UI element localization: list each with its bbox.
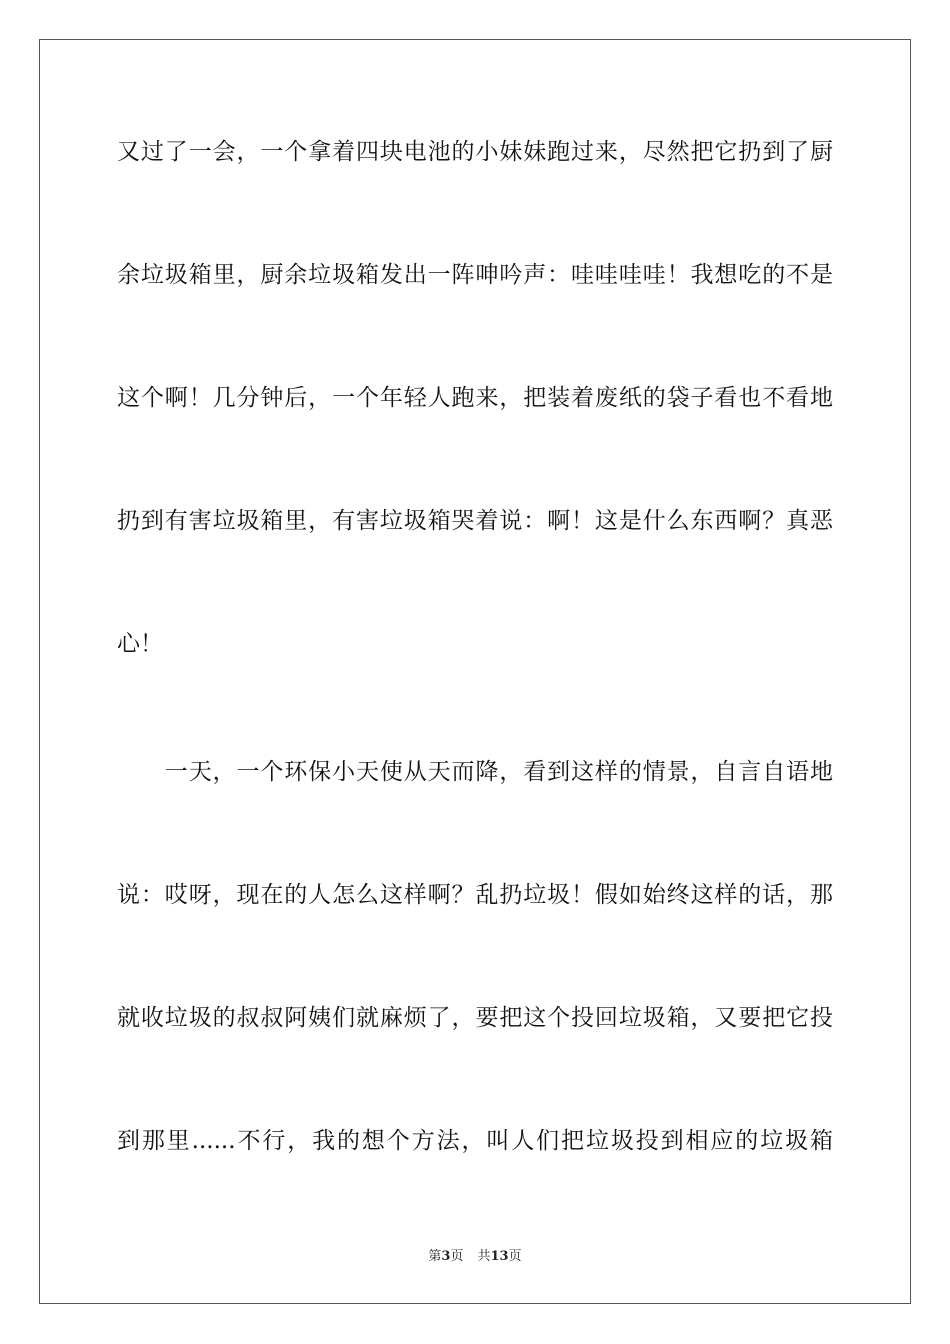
paragraph-line-2: 余垃圾箱里，厨余垃圾箱发出一阵呻吟声：哇哇哇哇！我想吃的不是 — [117, 262, 833, 288]
paragraph-line-5: 心！ — [117, 631, 163, 657]
footer-page-current: 3 — [441, 1249, 451, 1264]
paragraph-line-8: 就收垃圾的叔叔阿姨们就麻烦了，要把这个投回垃圾箱，又要把它投 — [117, 1005, 833, 1031]
page-frame — [39, 39, 911, 1304]
paragraph-line-1: 又过了一会，一个拿着四块电池的小妹妹跑过来，尽然把它扔到了厨 — [117, 139, 833, 165]
footer-total-prefix: 共 — [477, 1249, 491, 1264]
page-footer — [0, 1247, 950, 1267]
footer-total-suffix: 页 — [508, 1249, 522, 1264]
paragraph-line-6: 一天，一个环保小天使从天而降，看到这样的情景，自言自语地 — [117, 759, 833, 785]
paragraph-line-4: 扔到有害垃圾箱里，有害垃圾箱哭着说：啊！这是什么东西啊？真恶 — [117, 508, 833, 534]
paragraph-line-9: 到那里......不行，我的想个方法，叫人们把垃圾投到相应的垃圾箱 — [117, 1128, 833, 1154]
footer-page-suffix: 页 — [450, 1249, 464, 1264]
paragraph-line-3: 这个啊！几分钟后，一个年轻人跑来，把装着废纸的袋子看也不看地 — [117, 385, 833, 411]
paragraph-line-7: 说：哎呀，现在的人怎么这样啊？乱扔垃圾！假如始终这样的话，那 — [117, 882, 833, 908]
footer-page-prefix: 第 — [428, 1249, 442, 1264]
footer-page-total: 13 — [490, 1249, 509, 1264]
